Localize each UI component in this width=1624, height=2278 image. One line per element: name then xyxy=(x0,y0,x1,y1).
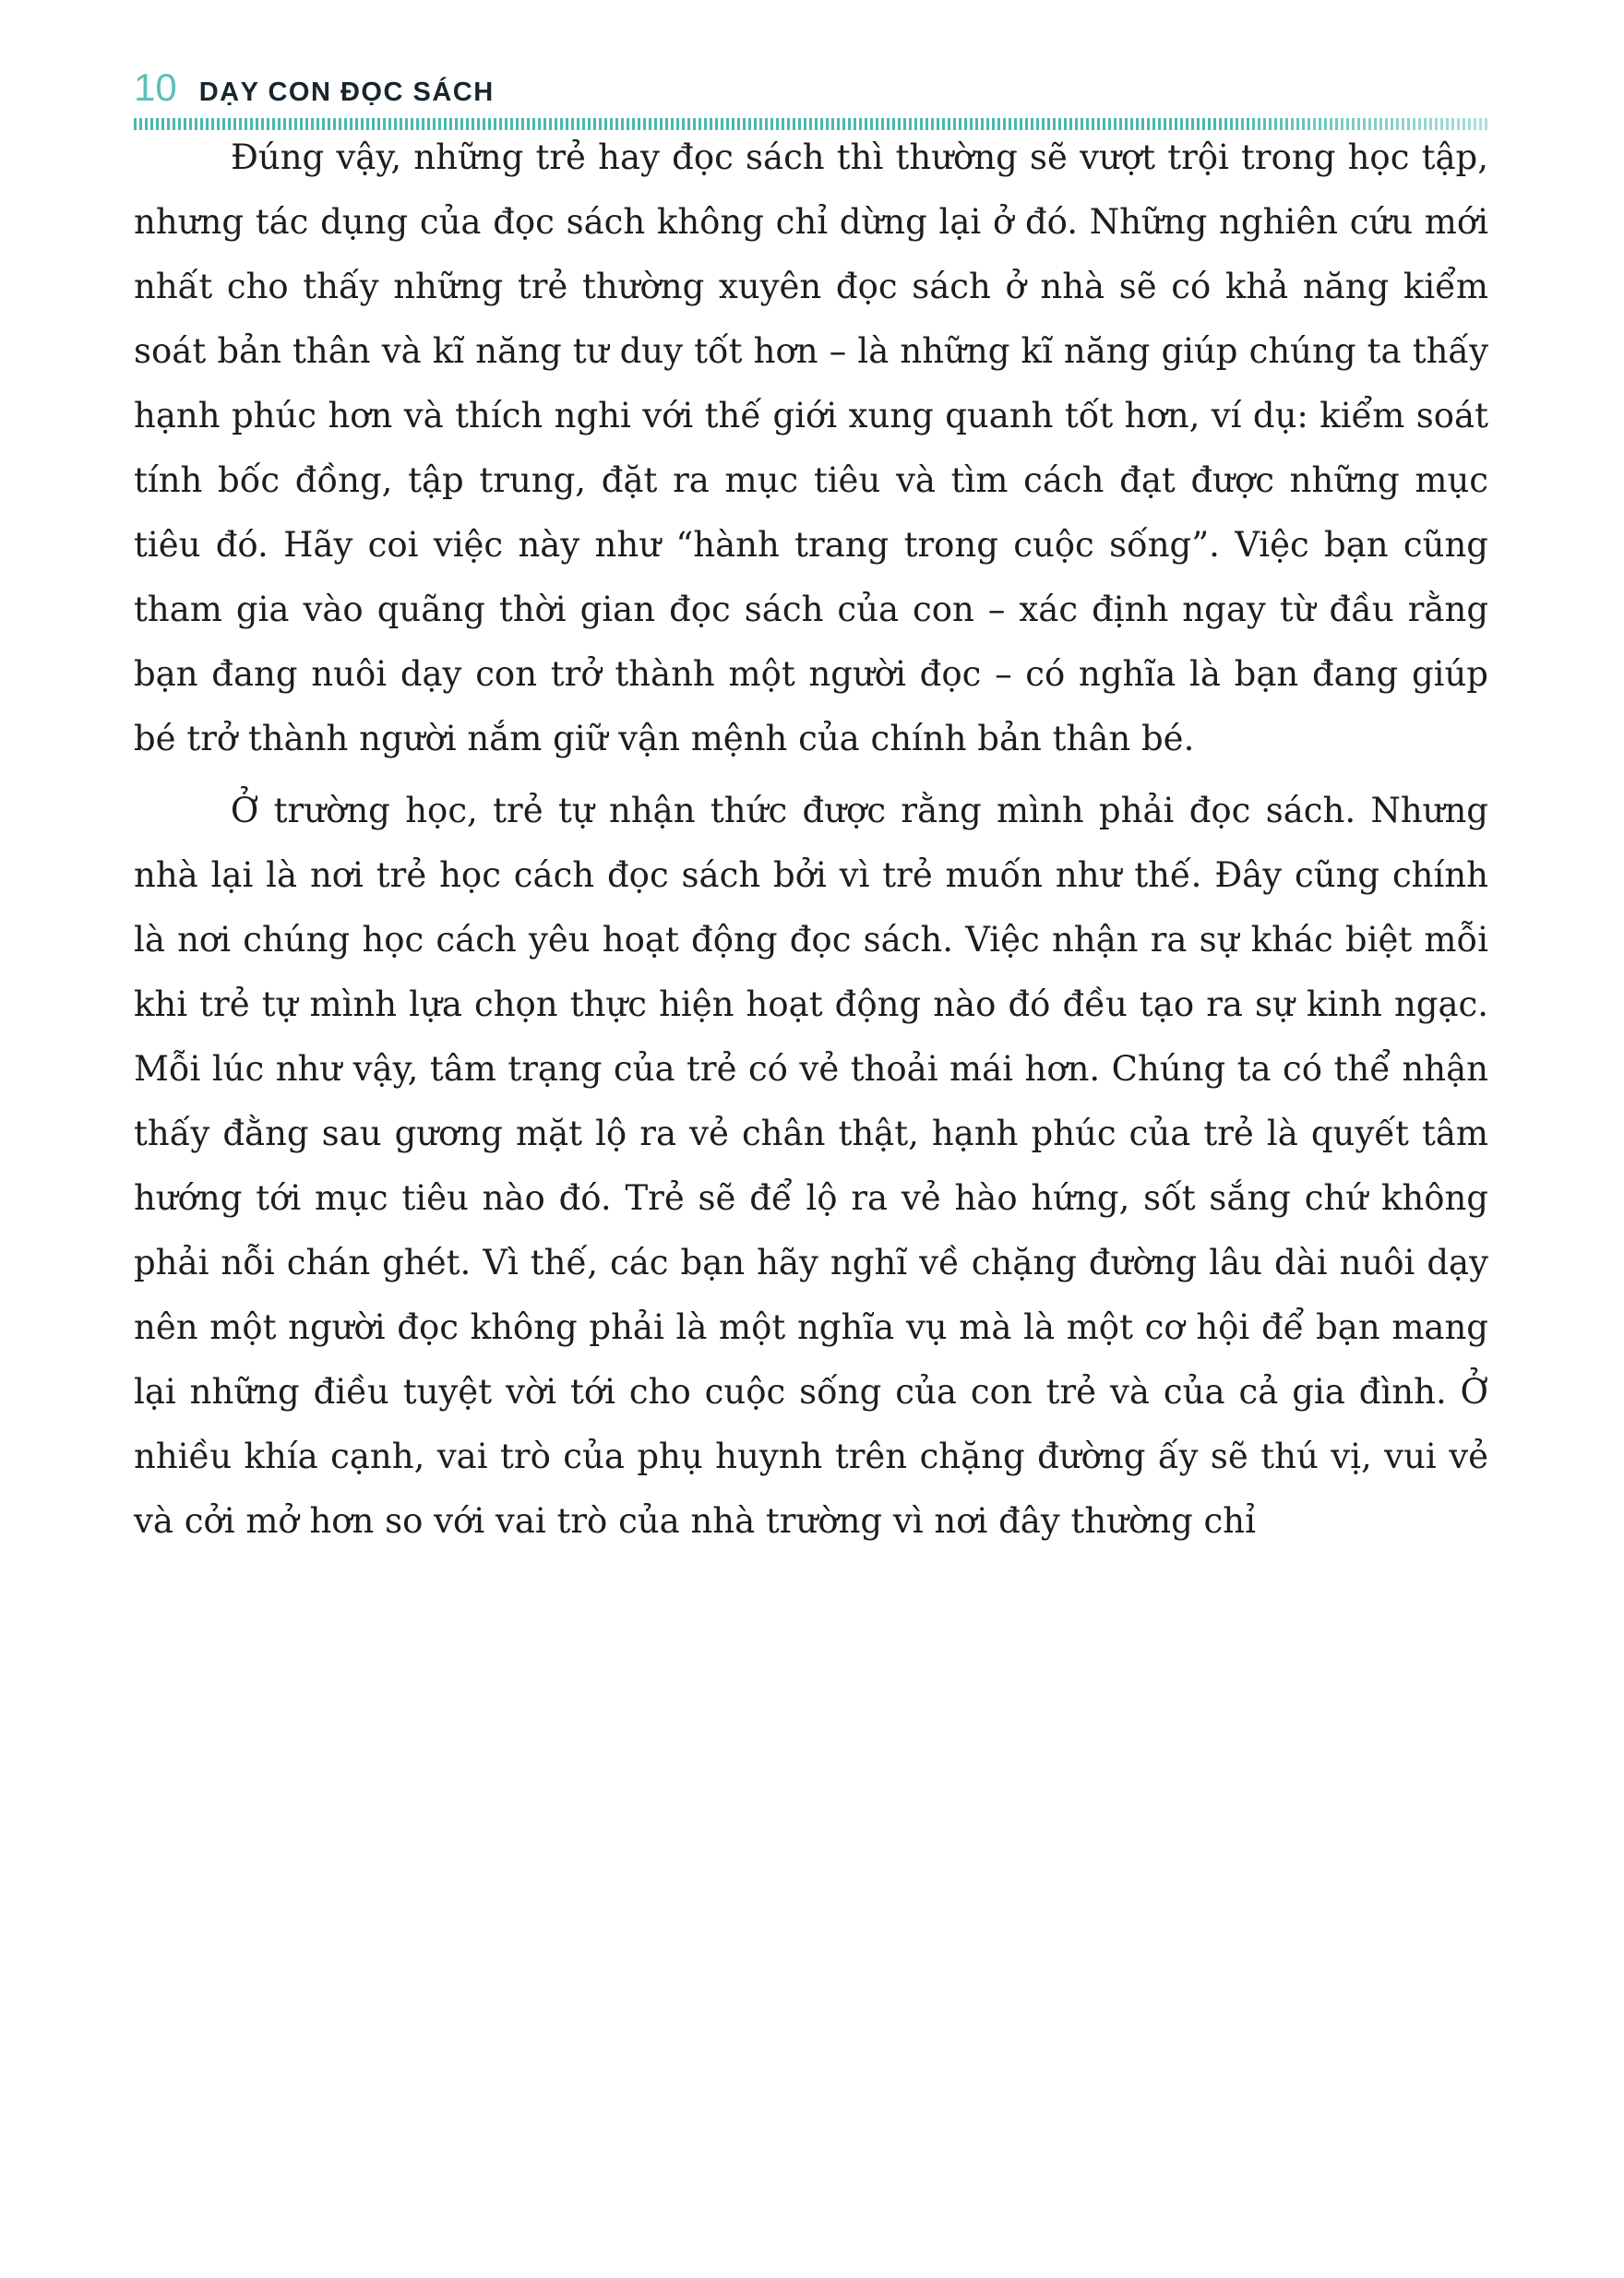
running-head xyxy=(134,68,1488,107)
page-body-text xyxy=(134,125,1488,1561)
page-number: 10 xyxy=(134,66,177,109)
paragraph-1: Đúng vậy, những trẻ hay đọc sách thì thường sẽ vượt trội trong học tập, nhưng tác dụng của đọc sách không chỉ dừng lại ở đó. Những nghiên cứu mới nhất cho thấy những trẻ thường xuyên đọc sách ở nhà sẽ có khả năng kiểm soát bản thân và kĩ năng tư duy tốt hơn – là những kĩ năng giúp chúng ta thấy hạnh phúc hơn và thích nghi với thế giới xung quanh tốt hơn, ví dụ: kiểm soát tính bốc đồng, tập trung, đặt ra mục tiêu và tìm cách đạt được những mục tiêu đó. Hãy coi việc này như “hành trang trong cuộc sống”. Việc bạn cũng tham gia vào quãng thời gian đọc sách của con – xác định ngay từ đầu rằng bạn đang nuôi dạy con trở thành một người đọc – có nghĩa là bạn đang giúp bé trở thành người nắm giữ vận mệnh của chính bản thân bé. xyxy=(134,137,1488,758)
paragraph-2: Ở trường học, trẻ tự nhận thức được rằng mình phải đọc sách. Nhưng nhà lại là nơi trẻ học cách đọc sách bởi vì trẻ muốn như thế. Đây cũng chính là nơi chúng học cách yêu hoạt động đọc sách. Việc nhận ra sự khác biệt mỗi khi trẻ tự mình lựa chọn thực hiện hoạt động nào đó đều tạo ra sự kinh ngạc. Mỗi lúc như vậy, tâm trạng của trẻ có vẻ thoải mái hơn. Chúng ta có thể nhận thấy đằng sau gương mặt lộ ra vẻ chân thật, hạnh phúc của trẻ là quyết tâm hướng tới mục tiêu nào đó. Trẻ sẽ để lộ ra vẻ hào hứng, sốt sắng chứ không phải nỗi chán ghét. Vì thế, các bạn hãy nghĩ về chặng đường lâu dài nuôi dạy nên một người đọc không phải là một nghĩa vụ mà là một cơ hội để bạn mang lại những điều tuyệt vời tới cho cuộc sống của con trẻ và của cả gia đình. Ở nhiều khía cạnh, vai trò của phụ huynh trên chặng đường ấy sẽ thú vị, vui vẻ và cởi mở hơn so với vai trò của nhà trường vì nơi đây thường chỉ xyxy=(134,791,1488,1541)
page-header xyxy=(134,68,1488,130)
running-head-title: DẠY CON ĐỌC SÁCH xyxy=(198,78,495,107)
